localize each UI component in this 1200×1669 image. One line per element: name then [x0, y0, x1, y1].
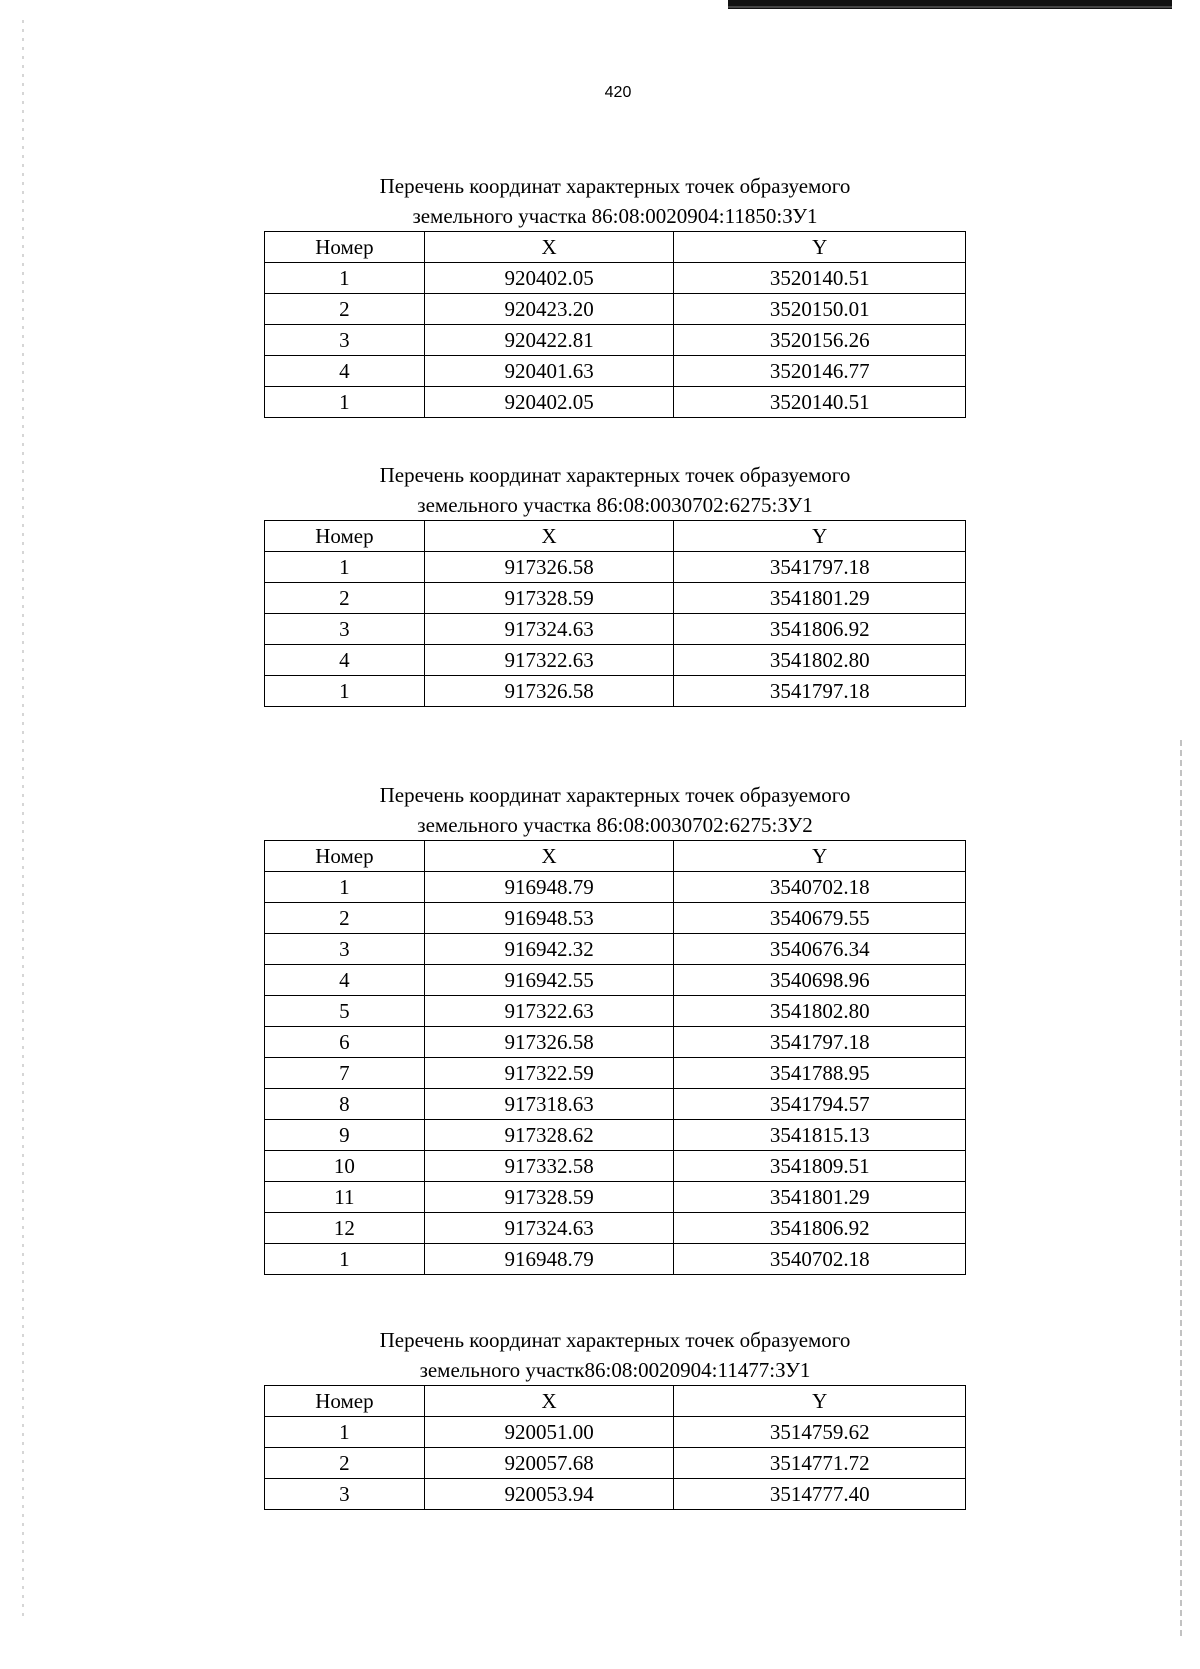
cell-number: 10	[265, 1151, 425, 1182]
table-row	[265, 903, 966, 934]
cell-y: 3514777.40	[674, 1479, 966, 1510]
table-row	[265, 356, 966, 387]
header-y: Y	[674, 1386, 966, 1417]
cell-x: 916942.55	[424, 965, 674, 996]
header-number: Номер	[265, 521, 425, 552]
cell-number: 1	[265, 1244, 425, 1275]
coordinate-section	[264, 1325, 966, 1510]
cell-x: 917326.58	[424, 1027, 674, 1058]
cell-y: 3520140.51	[674, 263, 966, 294]
section-title-line2: земельного участка 86:08:0030702:6275:ЗУ2	[417, 813, 813, 837]
table-row	[265, 1089, 966, 1120]
cell-x: 917322.59	[424, 1058, 674, 1089]
cell-y: 3541802.80	[674, 645, 966, 676]
coordinate-section	[264, 171, 966, 418]
cell-x: 917318.63	[424, 1089, 674, 1120]
cell-number: 2	[265, 294, 425, 325]
cell-x: 917332.58	[424, 1151, 674, 1182]
header-x: X	[424, 1386, 674, 1417]
cell-y: 3541809.51	[674, 1151, 966, 1182]
cell-x: 917324.63	[424, 1213, 674, 1244]
header-y: Y	[674, 232, 966, 263]
cell-number: 4	[265, 965, 425, 996]
section-title-line2: земельного участк86:08:0020904:11477:ЗУ1	[419, 1358, 811, 1382]
table-header-row	[265, 841, 966, 872]
cell-number: 1	[265, 1417, 425, 1448]
cell-x: 917328.59	[424, 1182, 674, 1213]
page-number: 420	[604, 84, 632, 101]
cell-y: 3541794.57	[674, 1089, 966, 1120]
cell-y: 3520140.51	[674, 387, 966, 418]
cell-x: 920057.68	[424, 1448, 674, 1479]
table-header-row	[265, 232, 966, 263]
coordinates-table	[264, 520, 966, 707]
section-title-line1: Перечень координат характерных точек образуемого	[379, 783, 851, 807]
table-row	[265, 1182, 966, 1213]
coordinate-section	[264, 460, 966, 707]
cell-y: 3540702.18	[674, 1244, 966, 1275]
table-row	[265, 645, 966, 676]
cell-y: 3514759.62	[674, 1417, 966, 1448]
cell-y: 3520146.77	[674, 356, 966, 387]
coordinates-table	[264, 231, 966, 418]
cell-x: 916948.53	[424, 903, 674, 934]
cell-number: 1	[265, 387, 425, 418]
cell-y: 3514771.72	[674, 1448, 966, 1479]
table-row	[265, 872, 966, 903]
cell-x: 917326.58	[424, 676, 674, 707]
cell-number: 2	[265, 583, 425, 614]
table-row	[265, 325, 966, 356]
table-row	[265, 965, 966, 996]
cell-x: 920053.94	[424, 1479, 674, 1510]
cell-y: 3540702.18	[674, 872, 966, 903]
cell-number: 11	[265, 1182, 425, 1213]
table-row	[265, 676, 966, 707]
cell-y: 3541806.92	[674, 1213, 966, 1244]
cell-x: 916948.79	[424, 1244, 674, 1275]
scan-top-line	[728, 6, 1172, 8]
header-y: Y	[674, 841, 966, 872]
table-row	[265, 1244, 966, 1275]
table-header-row	[265, 521, 966, 552]
cell-y: 3541788.95	[674, 1058, 966, 1089]
cell-y: 3520150.01	[674, 294, 966, 325]
section-title-line1: Перечень координат характерных точек образуемого	[379, 174, 851, 198]
cell-x: 920402.05	[424, 387, 674, 418]
scan-right-edge-artifact	[1180, 740, 1182, 1640]
cell-number: 3	[265, 325, 425, 356]
table-row	[265, 1448, 966, 1479]
cell-x: 920401.63	[424, 356, 674, 387]
cell-number: 5	[265, 996, 425, 1027]
table-row	[265, 996, 966, 1027]
cell-number: 8	[265, 1089, 425, 1120]
cell-number: 2	[265, 1448, 425, 1479]
cell-x: 917328.59	[424, 583, 674, 614]
cell-x: 920051.00	[424, 1417, 674, 1448]
cell-y: 3541801.29	[674, 1182, 966, 1213]
scan-left-edge-artifact	[22, 20, 24, 1620]
coordinates-table	[264, 840, 966, 1275]
cell-number: 12	[265, 1213, 425, 1244]
section-title-line1: Перечень координат характерных точек образуемого	[379, 463, 851, 487]
cell-number: 3	[265, 1479, 425, 1510]
cell-y: 3541801.29	[674, 583, 966, 614]
section-title-line1: Перечень координат характерных точек образуемого	[379, 1328, 851, 1352]
cell-x: 917322.63	[424, 996, 674, 1027]
table-row	[265, 263, 966, 294]
table-row	[265, 294, 966, 325]
cell-x: 916948.79	[424, 872, 674, 903]
cell-number: 4	[265, 356, 425, 387]
header-x: X	[424, 521, 674, 552]
cell-number: 1	[265, 263, 425, 294]
cell-number: 4	[265, 645, 425, 676]
cell-number: 3	[265, 934, 425, 965]
cell-number: 9	[265, 1120, 425, 1151]
cell-y: 3541797.18	[674, 552, 966, 583]
cell-number: 7	[265, 1058, 425, 1089]
coordinates-table	[264, 1385, 966, 1510]
header-x: X	[424, 841, 674, 872]
section-title-line2: земельного участка 86:08:0020904:11850:ЗУ1	[412, 204, 818, 228]
table-row	[265, 1027, 966, 1058]
table-row	[265, 583, 966, 614]
table-row	[265, 934, 966, 965]
cell-y: 3540679.55	[674, 903, 966, 934]
cell-y: 3540676.34	[674, 934, 966, 965]
table-row	[265, 1058, 966, 1089]
coordinate-section	[264, 780, 966, 1275]
cell-number: 3	[265, 614, 425, 645]
header-x: X	[424, 232, 674, 263]
header-number: Номер	[265, 841, 425, 872]
cell-number: 1	[265, 676, 425, 707]
cell-y: 3541802.80	[674, 996, 966, 1027]
cell-y: 3541797.18	[674, 1027, 966, 1058]
cell-y: 3520156.26	[674, 325, 966, 356]
cell-number: 1	[265, 552, 425, 583]
cell-x: 916942.32	[424, 934, 674, 965]
table-row	[265, 387, 966, 418]
table-row	[265, 552, 966, 583]
cell-y: 3541797.18	[674, 676, 966, 707]
cell-number: 2	[265, 903, 425, 934]
table-row	[265, 1213, 966, 1244]
table-header-row	[265, 1386, 966, 1417]
header-number: Номер	[265, 232, 425, 263]
cell-number: 1	[265, 872, 425, 903]
cell-x: 920422.81	[424, 325, 674, 356]
cell-x: 917326.58	[424, 552, 674, 583]
table-row	[265, 1479, 966, 1510]
cell-number: 6	[265, 1027, 425, 1058]
table-row	[265, 1417, 966, 1448]
cell-x: 917328.62	[424, 1120, 674, 1151]
table-row	[265, 1151, 966, 1182]
cell-y: 3541806.92	[674, 614, 966, 645]
header-y: Y	[674, 521, 966, 552]
cell-x: 917322.63	[424, 645, 674, 676]
cell-y: 3540698.96	[674, 965, 966, 996]
cell-x: 920402.05	[424, 263, 674, 294]
cell-y: 3541815.13	[674, 1120, 966, 1151]
table-row	[265, 1120, 966, 1151]
header-number: Номер	[265, 1386, 425, 1417]
cell-x: 917324.63	[424, 614, 674, 645]
section-title-line2: земельного участка 86:08:0030702:6275:ЗУ1	[417, 493, 813, 517]
cell-x: 920423.20	[424, 294, 674, 325]
table-row	[265, 614, 966, 645]
